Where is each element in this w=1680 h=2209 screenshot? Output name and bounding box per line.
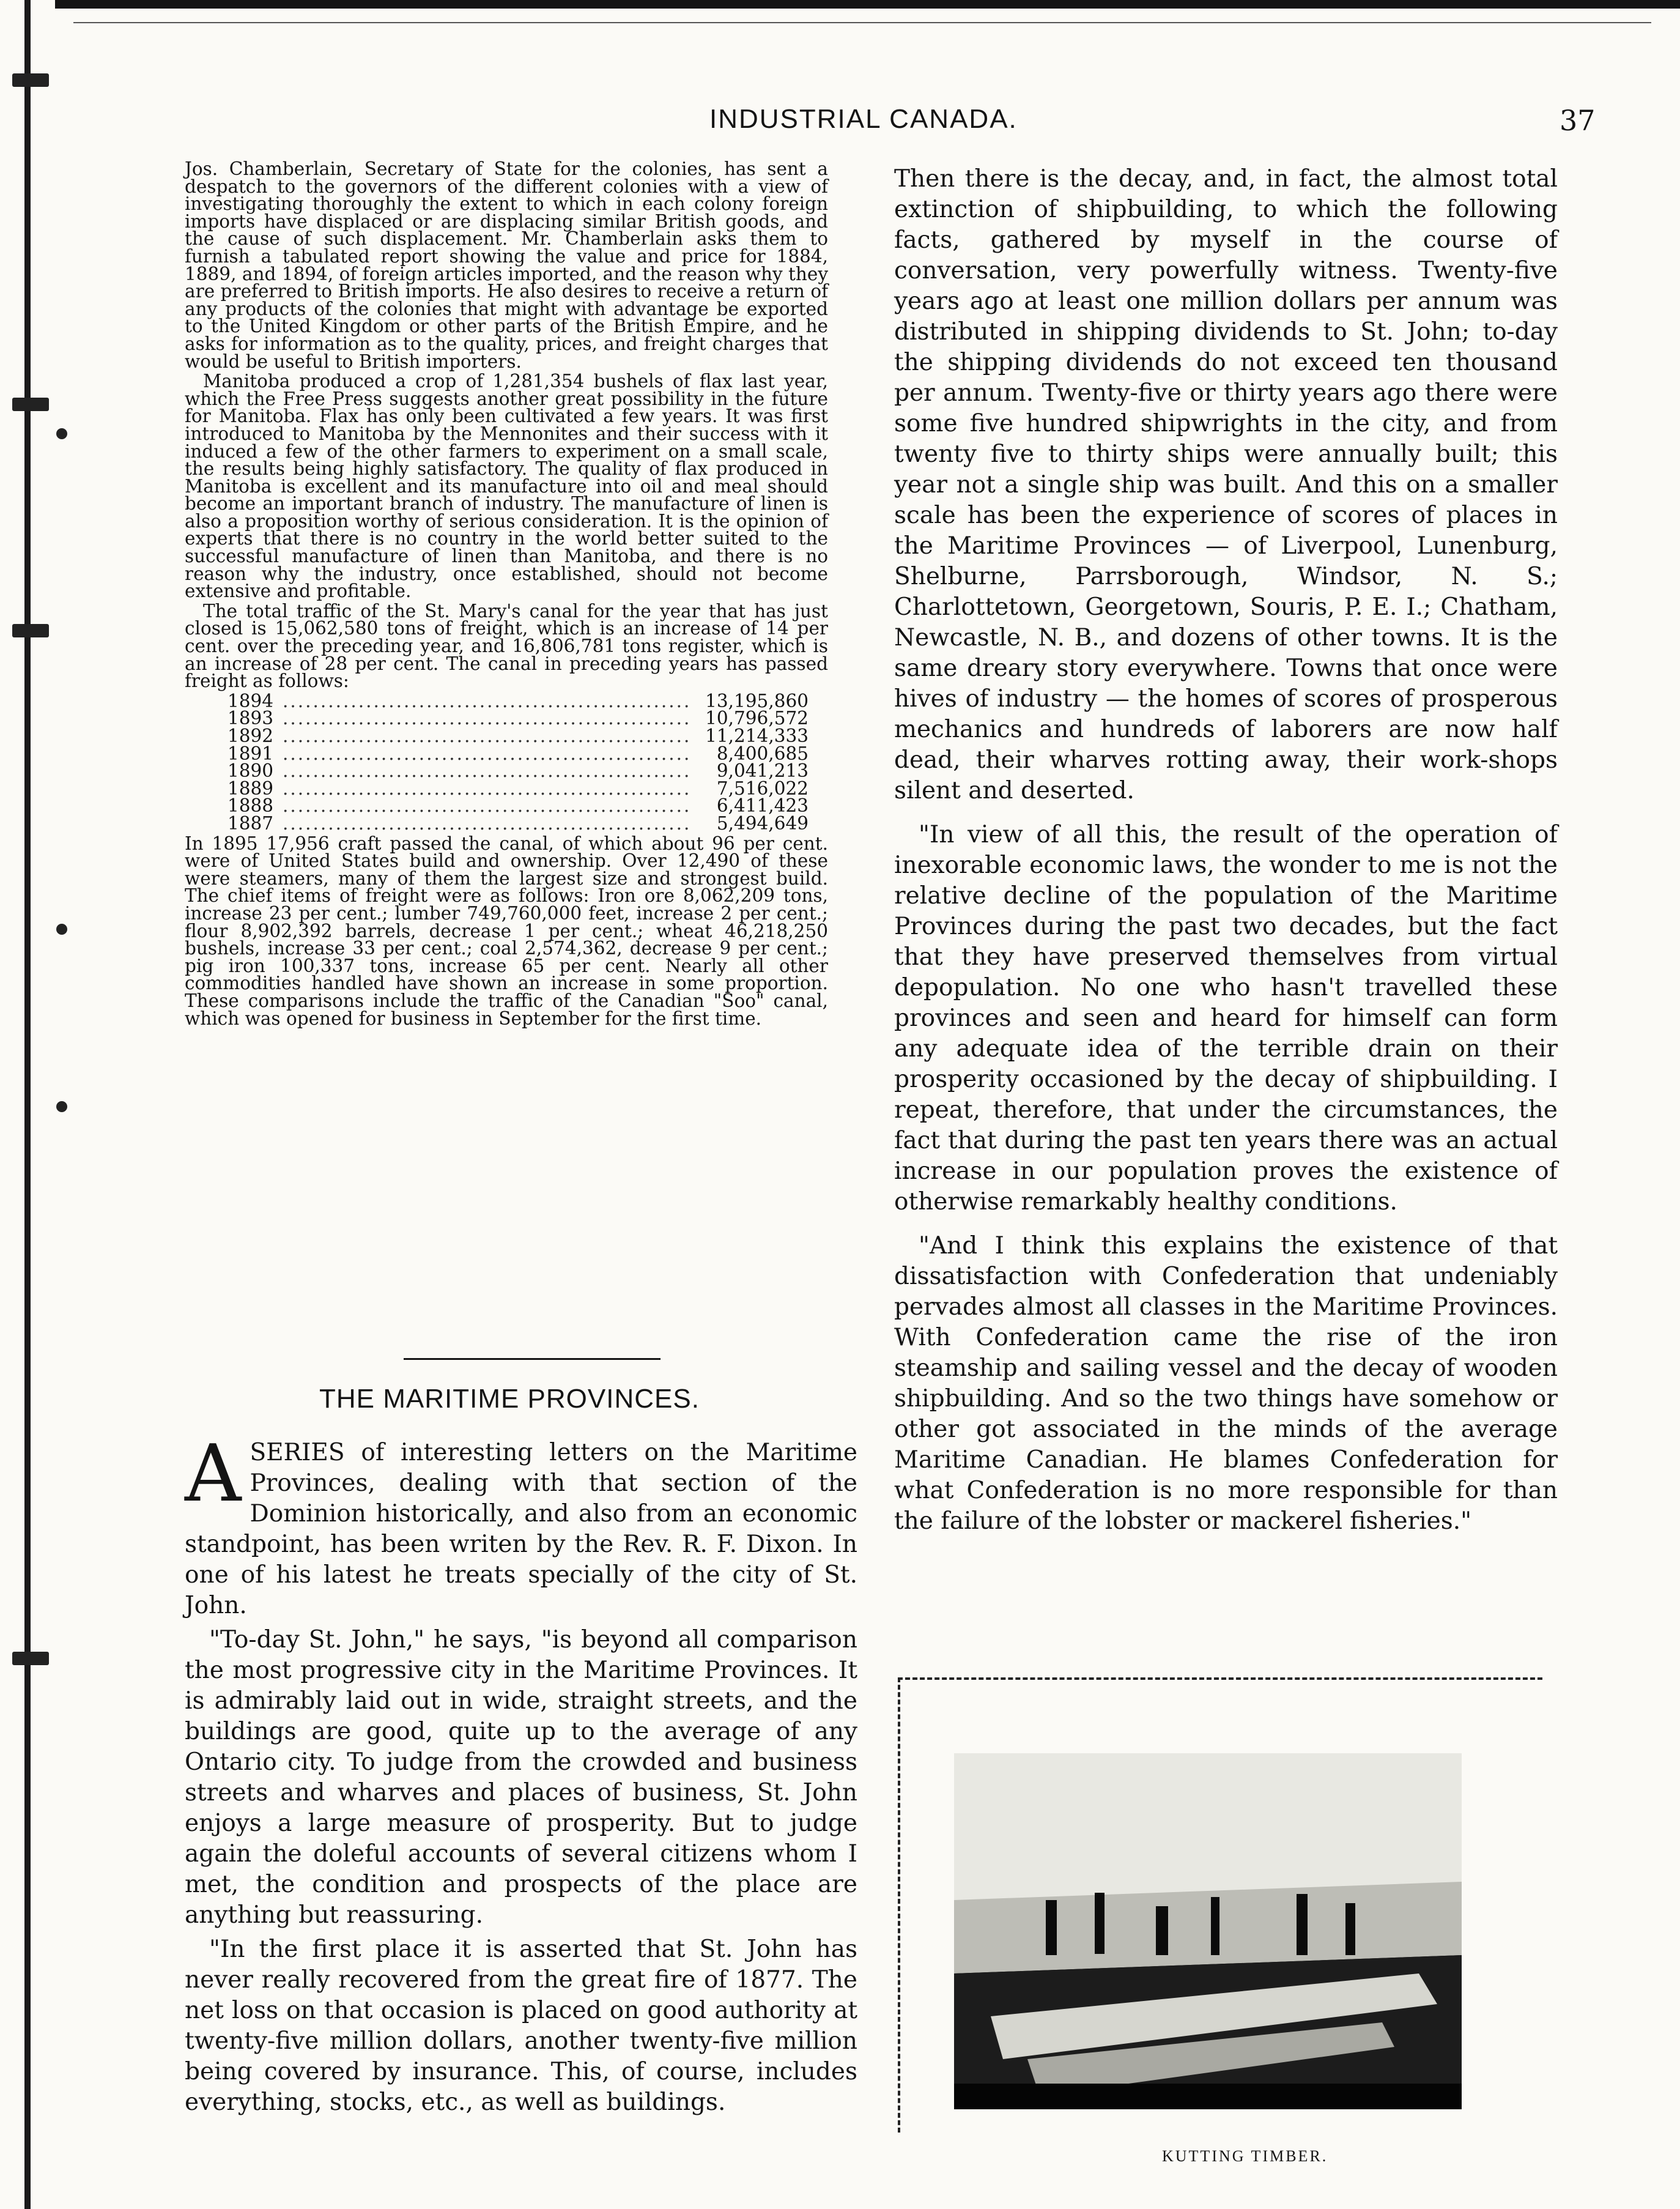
table-row [228,745,809,763]
canal-freight-table [228,692,809,833]
year-cell: 1887 [228,812,274,834]
binding-mark [12,73,49,87]
year-cell: 1892 [228,726,274,746]
binding-dot [56,428,67,439]
year-cell: 1888 [228,795,274,817]
value-cell: 10,796,572 [705,708,809,729]
dot-leader [283,815,692,833]
paragraph: "And I think this explains the existence of that dissatisfaction with Confederation that undeniably pervades almost all classes in the Maritime Provinces. With Confederation came the rise of the iron steamship and sailing vessel and the decay of wooden shipbuilding. And so the two things have somehow or other got associated in the minds of the average Maritime Canadian. He blames Confederation for what Confederation is no more responsible for than the failure of the lobster or mackerel fisheries." [894,1232,1558,1535]
dot-leader [283,727,692,745]
table-row [228,797,809,815]
value-cell: 7,516,022 [716,778,809,799]
section-heading: THE MARITIME PROVINCES. [319,1384,700,1414]
page-number: 37 [1560,104,1596,137]
dot-leader [283,692,692,710]
value-cell: 11,214,333 [705,726,809,746]
dot-leader [283,762,692,780]
table-row [228,692,809,710]
top-rule [73,22,1651,23]
binding-mark [12,398,49,411]
paragraph: Manitoba produced a crop of 1,281,354 bushels of flax last year, which the Free Press suggests another great possibility in the future for Manitoba. Flax has only been cultivated a few years. It was first introduced to Manitoba by the Mennonites and their success with it induced a few of the other farmers to experiment on a small scale, the results being highly satisfactory. The quality of flax produced in Manitoba is excellent and its manufacture into oil and meal should become an important branch of industry. The manufacture of linen is also a proposition worthy of serious consideration. It is the opinion of experts that there is no country in the world better suited to the successful manufacture of linen than Manitoba, and there is no reason why the industry, once established, should not become extensive and profitable. [185,371,828,602]
binding-mark [12,1652,49,1665]
year-cell: 1891 [228,743,274,764]
table-row [228,812,809,834]
paragraph: "To-day St. John," he says, "is beyond all comparison the most progressive city in the Maritime Provinces. It is admirably laid out in wide, straight streets, and the buildings are good, quite up to the average of any Ontario city. To judge from the crowded and business streets and wharves and places of business, St. John enjoys a large measure of prosperity. But to judge again the doleful accounts of several citizens whom I met, the condition and prospects of the place are anything but reassuring. [185,1626,857,1929]
left-column-article [185,1428,857,2122]
value-cell: 5,494,649 [716,812,809,834]
binding-mark [12,624,49,637]
paragraph: "In the first place it is asserted that St. John has never really recovered from the great fire of 1877. The net loss on that occasion is placed on good authority at twenty-five million dollars, another twenty-five million being covered by insurance. This, of course, includes everything, stocks, etc., as well as buildings. [185,1936,857,2116]
paragraph: Then there is the decay, and, in fact, the almost total extinction of shipbuilding, to which the following facts, gathered by myself in the course of conversation, very powerfully witness. Twenty-five years ago at least one million dollars per annum was distributed in shipping dividends to St. John; to-day the shipping dividends do not exceed ten thousand per annum. Twenty-five or thirty years ago there were some five hundred shipwrights in the city, and from twenty five to thirty ships were annually built; this year not a single ship was built. And this on a smaller scale has been the experience of scores of places in the Maritime Provinces — of Liverpool, Lunenburg, Shelburne, Parrsborough, Windsor, N. S.; Charlottetown, Georgetown, Souris, P. E. I.; Chatham, Newcastle, N. B., and dozens of other towns. It is the same dreary story everywhere. Towns that once were hives of industry — the homes of scores of prosperous mechanics and hundreds of laborers are now half dead, their wharves rotting away, their work-shops silent and deserted. [894,165,1558,804]
paragraph [185,1428,857,1621]
value-cell: 6,411,423 [716,795,809,817]
paragraph: "In view of all this, the result of the operation of inexorable economic laws, the wonder to me is not the relative decline of the population of the Maritime Provinces during the past two decades, but the fact that they have preserved themselves from virtual depopulation. No one who hasn't travelled these provinces and seen and heard for himself can form any adequate idea of the terrible drain on their prosperity occasioned by the decay of shipbuilding. I repeat, therefore, that under the circumstances, the fact that during the past ten years there was an actual increase in our population proves the existence of otherwise remarkably healthy conditions. [894,821,1558,1216]
binding-dot [56,1101,67,1112]
paragraph-text: SERIES of interesting letters on the Maritime Provinces, dealing with that section of the Dominion historically, and also from an economic standpoint, has been writen by the Rev. R. F. Dixon. In one of his latest he treats specially of the city of St. John. [185,1439,857,1619]
value-cell: 8,400,685 [716,743,809,764]
table-row [228,710,809,727]
left-column-small-type [185,160,828,1030]
section-divider [404,1358,661,1360]
paragraph: Jos. Chamberlain, Secretary of State for the colonies, has sent a despatch to the governors of the different colonies with a view of investigating thoroughly the extent to which in each colony foreign imports have displaced or are displacing similar British goods, and the cause of such displacement. Mr. Chamberlain asks them to furnish a tabulated report showing the value and price for 1884, 1889, and 1894, of foreign articles imported, and the reason why they are preferred to British imports. He also desires to receive a return of any products of the colonies that might with advantage be exported to the United Kingdom or other parts of the British Empire, and he asks for information as to the quality, prices, and freight charges that would be useful to British importers. [185,158,828,372]
dot-leader [283,797,692,815]
figure-caption: KUTTING TIMBER. [1162,2147,1328,2165]
paragraph: The total traffic of the St. Mary's canal for the year that has just closed is 15,062,580 tons of freight, which is an increase of 14 per cent. over the preceding year, and 16,806,781 tons register, which is an increase of 28 per cent. The canal in preceding years has passed freight as follows: [185,600,828,692]
table-row [228,762,809,780]
year-cell: 1889 [228,778,274,799]
running-head: INDUSTRIAL CANADA. [709,104,1018,134]
paragraph: In 1895 17,956 craft passed the canal, of which about 96 per cent. were of United States build and ownership. Over 12,490 of these were steamers, many of them the largest size and strongest build. The chief items of freight were as follows: Iron ore 8,062,209 tons, increase 23 per cent.; lumber 749,760,000 feet, increase 2 per cent.; flour 8,902,392 barrels, decrease 1 per cent.; wheat 46,218,250 bushels, increase 33 per cent.; coal 2,574,362, decrease 9 per cent.; pig iron 100,337 tons, increase 65 per cent. Nearly all other commodities handled have shown an increase in some proportion. These comparisons include the traffic of the Canadian "Soo" canal, which was opened for business in September for the first time. [185,833,828,1029]
table-row [228,727,809,745]
dot-leader [283,710,692,727]
value-cell: 9,041,213 [716,760,809,782]
right-column-article [894,164,1558,1550]
year-cell: 1894 [228,690,274,711]
year-cell: 1893 [228,708,274,729]
table-row [228,780,809,798]
value-cell: 13,195,860 [705,690,809,711]
dot-leader [283,745,692,763]
top-border [55,0,1680,9]
drop-cap: A [185,1428,242,1520]
binding-edge [24,0,31,2209]
binding-dot [56,924,67,935]
photograph [954,1753,1462,2109]
dot-leader [283,780,692,798]
year-cell: 1890 [228,760,274,782]
